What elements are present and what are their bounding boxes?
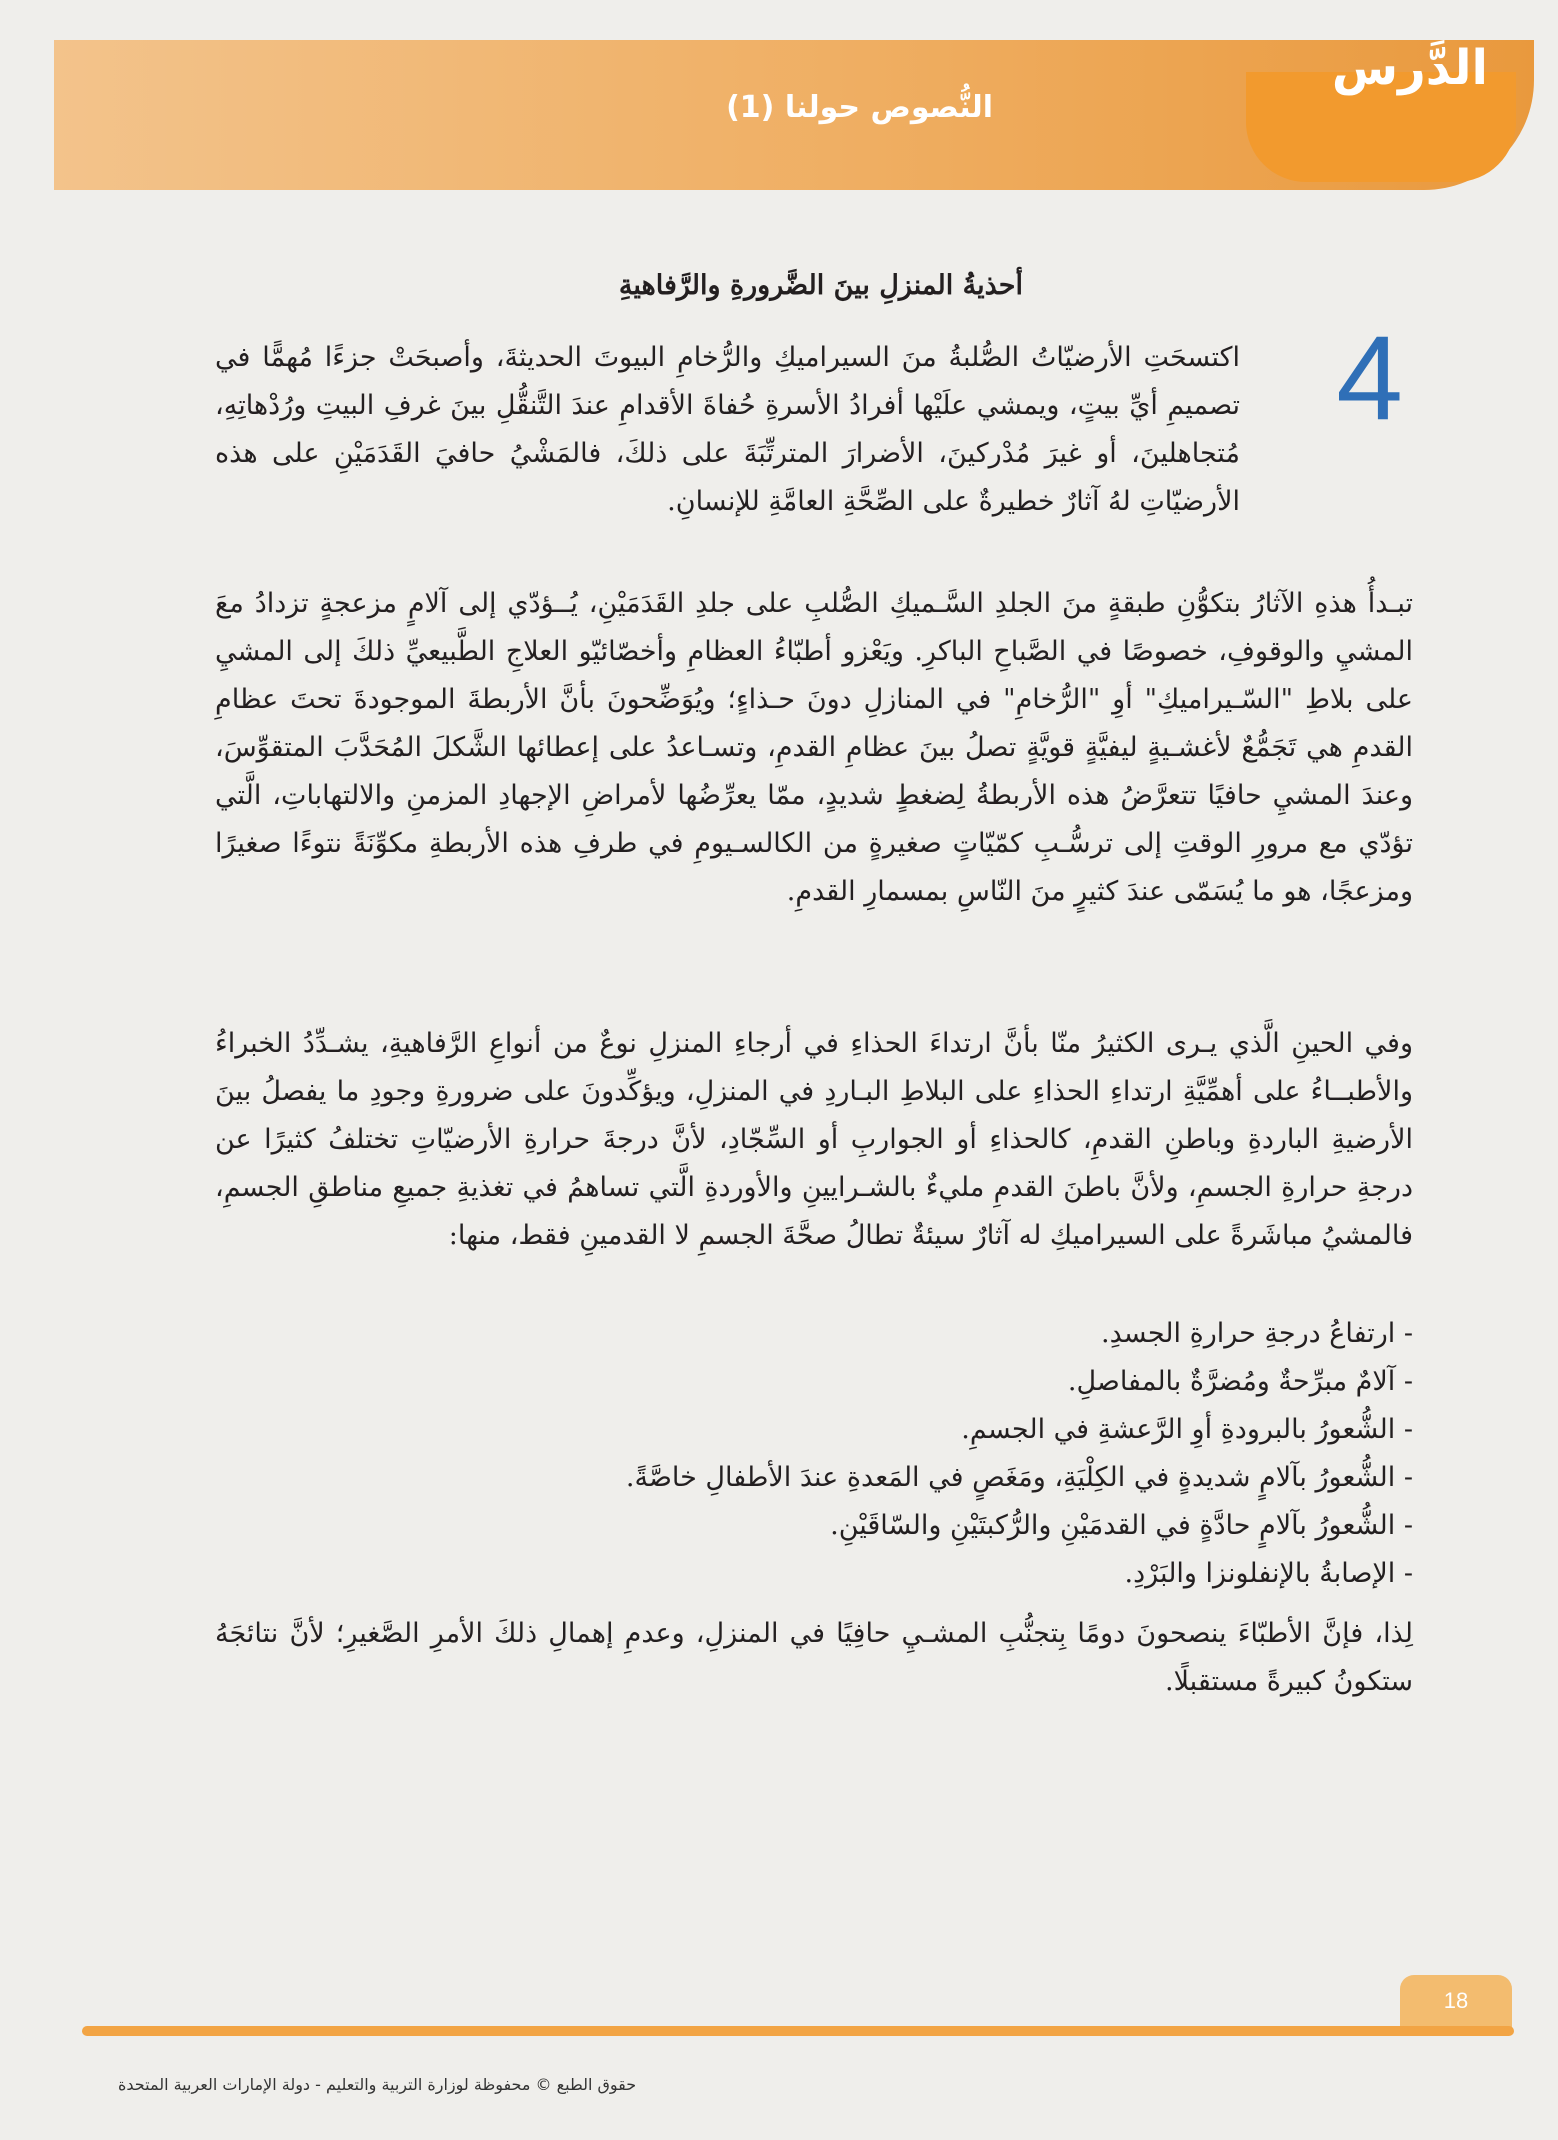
paragraph-1: اكتسحَتِ الأرضيّاتُ الصُّلبةُ منَ السيراميكِ والرُّخامِ البيوتَ الحديثةَ، وأصبحَتْ جزءًا مُهمًّا في تصميمِ أيِّ بيتٍ، ويمشي علَيْها أفرادُ الأسرةِ حُفاةَ الأقدامِ عندَ التَّنقُّلِ بينَ غرفِ البيتِ ورُدْهاتِهِ، مُتجاهلينَ، أو غيرَ مُدْركينَ، الأضرارَ المترتِّبَةَ على ذلكَ، فالمَشْيُ حافيَ القَدَمَيْنِ على هذه الأرضيّاتِ لهُ آثارٌ خطيرةٌ على الصِّحَّةِ العامَّةِ للإنسانِ. [215, 342, 1240, 517]
page-title: الدَّرس [1331, 40, 1488, 96]
paragraph-4: لِذا، فإنَّ الأطبّاءَ ينصحونَ دومًا بِتجنُّبِ المشـيِ حافِيًا في المنزلِ، وعدمِ إهمالِ ذلكَ الأمرِ الصَّغيرِ؛ لأنَّ نتائجَهُ ستكونُ كبيرةً مستقبلًا. [215, 1618, 1413, 1697]
paragraph-2: تبـدأُ هذهِ الآثارُ بتكوُّنِ طبقةٍ منَ الجلدِ السَّـميكِ الصُّلبِ على جلدِ القَدَمَيْنِ، يُــؤدّي إلى آلامٍ مزعجةٍ تزدادُ معَ المشيِ والوقوفِ، خصوصًا في الصَّباحِ الباكرِ. ويَعْزو أطبّاءُ العظامِ وأخصّائيّو العلاجِ الطَّبيعيِّ ذلكَ إلى المشيِ على بلاطِ "السّـيراميكِ" أوِ "الرُّخامِ" في المنازلِ دونَ حـذاءٍ؛ ويُوَضِّحونَ بأنَّ الأربطةَ الموجودةَ تحتَ عظامِ القدمِ هي تَجَمُّعٌ لأغشـيةٍ ليفيَّةٍ قويَّةٍ تصلُ بينَ عظامِ القدمِ، وتسـاعدُ على إعطائها الشَّكلَ المُحَدَّبَ المتقوِّسَ، وعندَ المشيِ حافيًا تتعرَّضُ هذه الأربطةُ لِضغطٍ شديدٍ، ممّا يعرِّضُها لأمراضِ الإجهادِ المزمنِ والالتهاباتِ، الَّتي تؤدّي مع مرورِ الوقتِ إلى ترسُّـبِ كمّيّاتٍ صغيرةٍ من الكالسـيومِ في طرفِ هذه الأربطةِ مكوِّنَةً نتوءًا صغيرًا ومزعجًا، هو ما يُسَمّى عندَ كثيرٍ منَ النّاسِ بمسمارِ القدمِ. [215, 588, 1413, 907]
list-item: - آلامٌ مبرِّحةٌ ومُضرَّةٌ بالمفاصلِ. [1067, 1366, 1413, 1397]
list-item: - الشُّعورُ بآلامٍ حادَّةٍ في القدمَيْنِ والرُّكبتَيْنِ والسّاقَيْنِ. [830, 1510, 1413, 1541]
copyright-notice: حقوق الطبع © محفوظة لوزارة التربية والتعليم - دولة الإمارات العربية المتحدة [118, 2075, 637, 2094]
footer-divider [82, 2026, 1514, 2036]
page-number: 18 [1400, 1975, 1512, 2027]
list-item: - الشُّعورُ بالبرودةِ أوِ الرَّعشةِ في الجسمِ. [961, 1414, 1413, 1445]
text-number: 4 [1336, 311, 1403, 445]
list-item: - الشُّعورُ بآلامٍ شديدةٍ في الكِلْيَةِ، ومَغَصٍ في المَعدةِ عندَ الأطفالِ خاصَّةً. [625, 1462, 1413, 1493]
list-item: - الإصابةُ بالإنفلونزا والبَرْدِ. [1124, 1558, 1413, 1589]
section-subtitle: النُّصوص حولنا (1) [726, 90, 993, 125]
effects-list [215, 1310, 1413, 1598]
paragraph-3: وفي الحينِ الَّذي يـرى الكثيرُ منّا بأنَّ ارتداءَ الحذاءِ في أرجاءِ المنزلِ نوعٌ من أنواعِ الرَّفاهيةِ، يشـدِّدُ الخبراءُ والأطبــاءُ على أهمِّيَّةِ ارتداءِ الحذاءِ على البلاطِ البـاردِ في المنزلِ، ويؤكِّدونَ على ضرورةِ وجودِ ما يفصلُ بينَ الأرضيةِ الباردةِ وباطنِ القدمِ، كالحذاءِ أو الجواربِ أو السِّجّادِ، لأنَّ درجةَ حرارةِ الأرضيّاتِ تختلفُ كثيرًا عن درجةِ حرارةِ الجسمِ، ولأنَّ باطنَ القدمِ مليءٌ بالشـرايينِ والأوردةِ الَّتي تساهمُ في تغذيةِ جميعِ مناطقِ الجسمِ، فالمشيُ مباشَرةً على السيراميكِ له آثارٌ سيئةٌ تطالُ صحَّةَ الجسمِ لا القدمينِ فقط، منها: [215, 1028, 1413, 1251]
list-item: - ارتفاعُ درجةِ حرارةِ الجسدِ. [1100, 1318, 1413, 1349]
article-title: أحذيةُ المنزلِ بينَ الضَّرورةِ والرَّفاهيةِ [618, 270, 1023, 301]
